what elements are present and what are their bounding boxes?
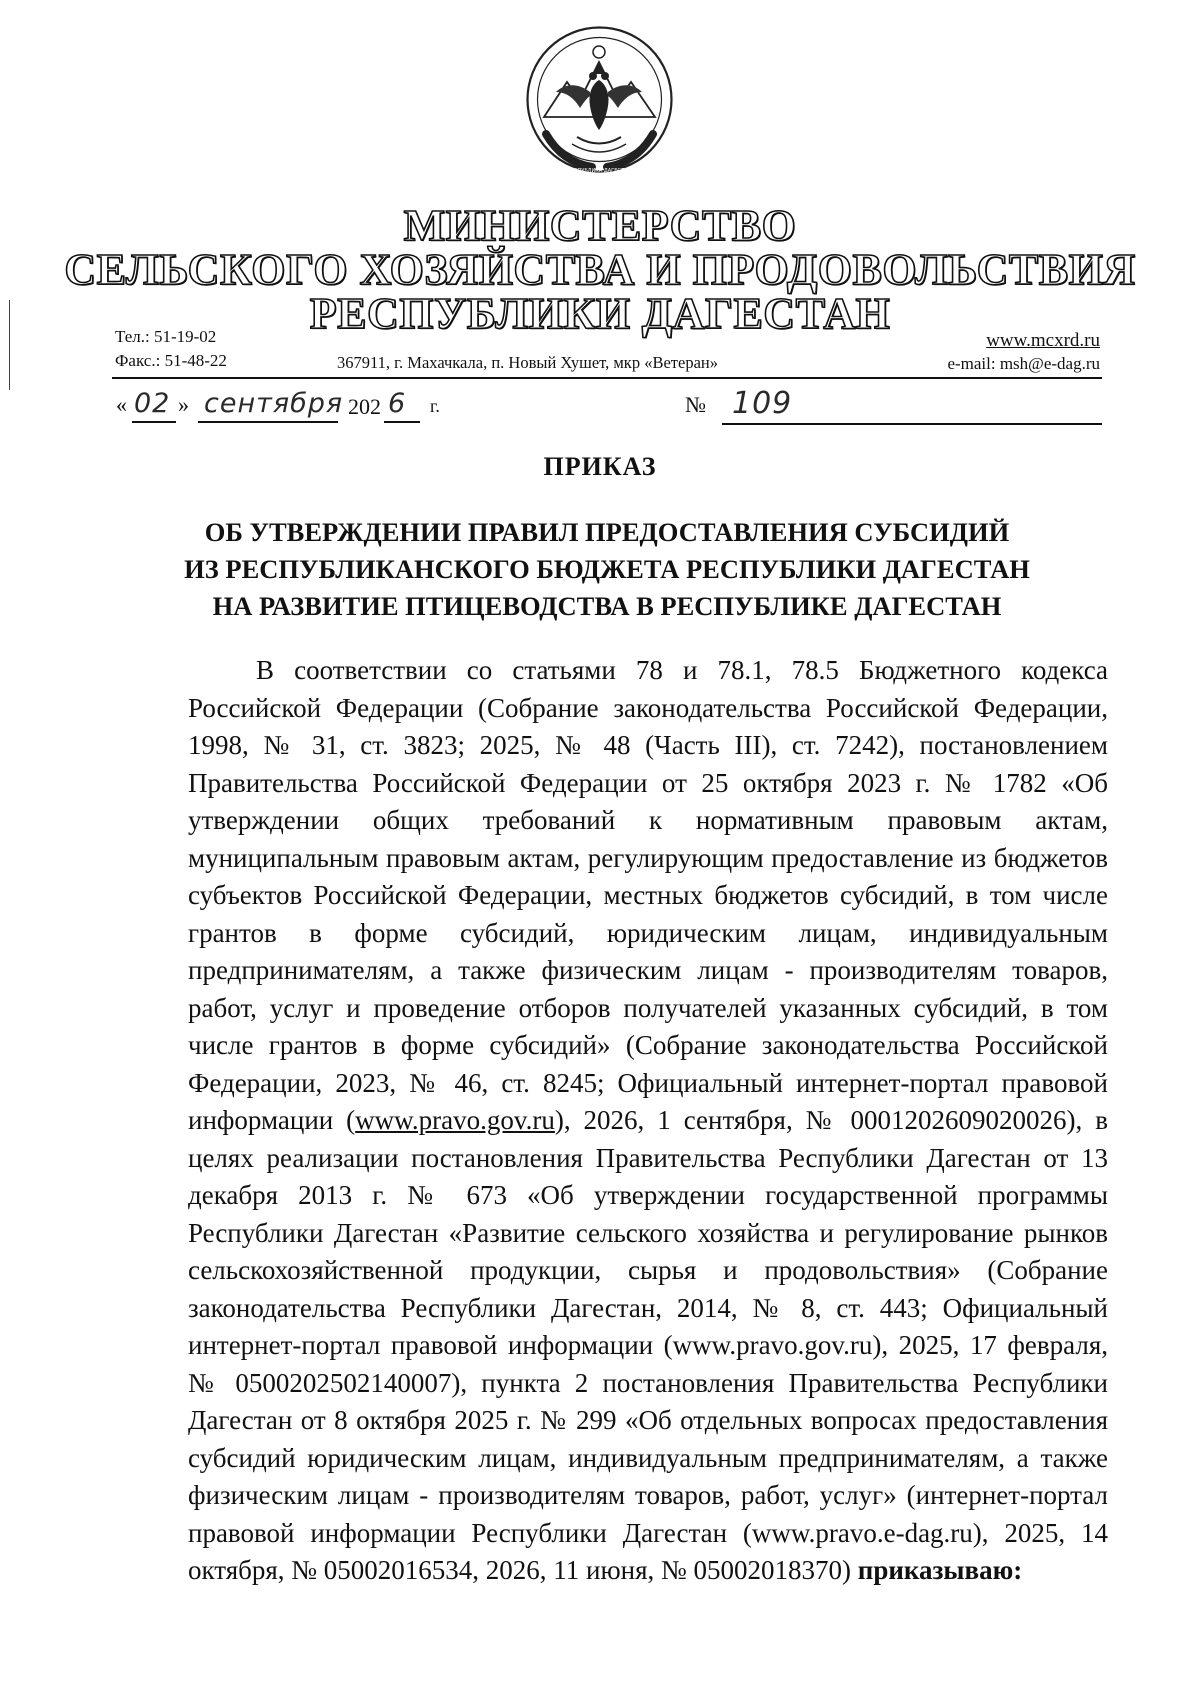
ministry-name-line3: РЕСПУБЛИКИ ДАГЕСТАН [309,289,891,338]
header-divider [112,377,1102,379]
year-suffix: г. [430,396,440,416]
coat-of-arms-icon [522,22,677,177]
date-close-quote: » [178,392,189,417]
body-text-part1: В соответствии со статьями 78 и 78.1, 78.5 Бюджетного кодекса Российской Федерации (Собрание законодательства Российской Федерации, 1998, № 31, ст. 3823; 2025, № 48 (Часть III), ст. 7242), постановлением Правительства Российской Федерации от 25 октября 2023 г. № 1782 «Об утверждении общих требований к нормативным правовым актам, муниципальным правовым актам, регулирующим предоставление из бюджетов субъектов Российской Федерации, местных бюджетов субсидий, в том числе грантов в форме субсидий, юридическим лицам, индивидуальным предпринимателям, а также физическим лицам - производителям товаров, работ, услуг и проведение отборов получателей указанных субсидий, в том числе грантов в форме субсидий» (Собрание законодательства Российской Федерации, 2023, № 46, ст. 8245; Официальный интернет-портал правовой информации ( [188,655,1108,1135]
website-link[interactable]: www.mcxrd.ru [986,330,1100,351]
order-closing-word: приказываю: [857,1555,1023,1585]
year-underline [384,421,420,423]
order-title-line3: НА РАЗВИТИЕ ПТИЦЕВОДСТВА В РЕСПУБЛИКЕ ДАГЕСТАН [212,591,1002,621]
document-type: ПРИКАЗ [543,452,657,481]
emblem-motto: РЕСПУБЛИКА ДАГЕСТАН [567,168,632,174]
order-day: 02 [134,388,171,419]
order-title [112,514,1102,625]
fax-number: Факс.: 51-48-22 [115,351,227,370]
postal-address: 367911, г. Махачкала, п. Новый Хушет, мкр «Ветеран» [337,353,718,372]
month-underline [198,421,338,423]
number-label: № [685,392,706,417]
pravo-gov-link[interactable]: www.pravo.gov.ru [355,1105,555,1135]
body-text-part2: ), 2026, 1 сентября, № 0001202609020026), в целях реализации постановления Правительства Республики Дагестан от 13 декабря 2013 г. № 673 «Об утверждении государственной программы Республики Дагестан «Развитие сельского хозяйства и регулирование рынков сельскохозяйственной продукции, сырья и продовольствия» (Собрание законодательства Республики Дагестан, 2014, № 8, ст. 443; Официальный интернет-портал правовой информации (www.pravo.gov.ru), 2025, 17 февраля, № 0500202502140007), пункта 2 постановления Правительства Республики Дагестан от 8 октября 2025 г. № 299 «Об отдельных вопросах предоставления субсидий юридическим лицам, индивидуальным предпринимателям, а также физическим лицам - производителям товаров, работ, услуг» (интернет-портал правовой информации Республики Дагестан (www.pravo.e-dag.ru), 2025, 14 октября, № 05002016534, 2026, 11 июня, № 05002018370) [188,1105,1108,1585]
order-date-number-line [112,386,1102,426]
order-number: 109 [732,386,793,421]
phone-number: Тел.: 51-19-02 [115,327,217,346]
ministry-name-line2: СЕЛЬСКОГО ХОЗЯЙСТВА И ПРОДОВОЛЬСТВИЯ [64,245,1136,294]
number-underline [722,423,1102,425]
date-open-quote: « [116,392,127,417]
order-body-paragraph [188,652,1108,1590]
order-month: сентября [204,388,344,419]
email-address[interactable]: e-mail: msh@e-dag.ru [947,354,1100,373]
year-digit: 6 [388,388,407,419]
ministry-name-line1: МИНИСТЕРСТВО [403,201,797,250]
order-title-line1: ОБ УТВЕРЖДЕНИИ ПРАВИЛ ПРЕДОСТАВЛЕНИЯ СУБСИДИЙ [204,517,1010,547]
year-prefix: 202 [348,394,381,419]
day-underline [132,421,176,423]
order-title-line2: ИЗ РЕСПУБЛИКАНСКОГО БЮДЖЕТА РЕСПУБЛИКИ ДАГЕСТАН [184,554,1030,584]
